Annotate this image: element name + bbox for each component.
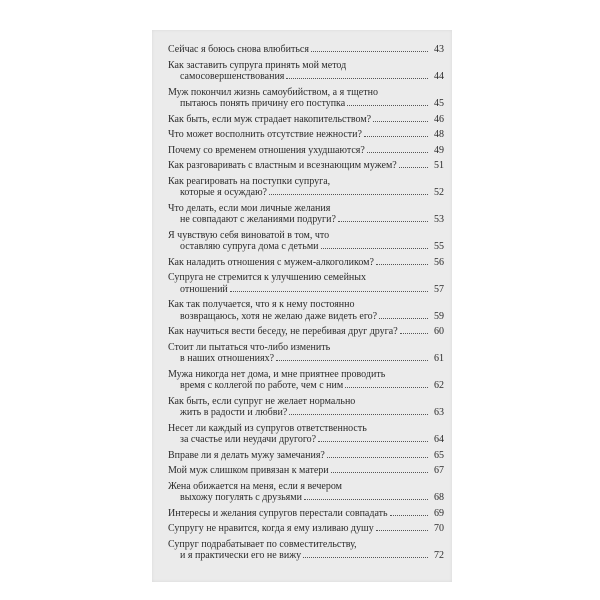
toc-entry-title: самосовершенствования [180,71,285,82]
toc-entry-title: Вправе ли я делать мужу замечания? [168,449,325,461]
toc-entry-title: время с коллегой по работе, чем с ним [180,380,344,391]
dot-leader [331,472,428,473]
toc-entry-title: Как быть, если супруг не желает нормально [168,395,356,407]
toc-entry [168,299,444,322]
dot-leader [379,318,428,319]
toc-entry-page-number: 72 [434,550,444,561]
toc-entry [168,539,444,562]
toc-entry-line [168,284,444,296]
dot-leader [373,121,428,122]
toc-entry [168,87,444,110]
toc-entry-page-number: 65 [434,449,444,461]
dot-leader [289,414,428,415]
toc-entry-line [168,380,444,392]
toc-entry-page-number: 63 [434,407,444,418]
dot-leader [321,248,428,249]
toc-entry-title: Сейчас я боюсь снова влюбиться [168,44,309,55]
toc-entry-line [168,396,444,408]
toc-entry-title: Стоит ли пытаться что-либо изменить [168,341,331,353]
toc-entry-line [168,257,444,269]
toc-entry [168,481,444,504]
toc-entry-title: Мой муж слишком привязан к матери [168,465,329,476]
toc-entry-page-number: 55 [434,241,444,252]
dot-leader [276,360,428,361]
dot-leader [367,152,428,153]
toc-entry-page-number: 52 [434,187,444,198]
toc-entry [168,176,444,199]
toc-entry-line [168,145,444,157]
toc-entry [168,523,444,535]
dot-leader [338,221,428,222]
toc-entry-page-number: 49 [434,144,444,156]
toc-entry [168,230,444,253]
toc-entry-title: не совпадают с желаниями подруги? [180,214,336,225]
toc-entry-page-number: 69 [434,507,444,519]
toc-entry-line [168,272,444,284]
toc-entry [168,60,444,83]
toc-entry-line [168,44,444,56]
toc-entry [168,396,444,419]
toc-entry-line [168,523,444,535]
toc-entry-title: Муж покончил жизнь самоубийством, а я тщетно [168,86,378,98]
toc-entry-title: Интересы и желания супругов перестали совпадать [168,507,388,519]
dot-leader [303,557,428,558]
toc-entry-page-number: 43 [434,44,444,55]
toc-entry-title: Несет ли каждый из супругов ответственность [168,422,367,434]
toc-entry-page-number: 48 [434,129,444,140]
toc-entry-title: отношений [180,283,228,295]
dot-leader [318,441,428,442]
toc-entry-line [168,87,444,99]
toc-entry-title: Супругу не нравится, когда я ему изливаю душу [168,523,374,534]
toc-entry-title: Как реагировать на поступки супруга, [168,175,331,187]
toc-entry-page-number: 68 [434,492,444,503]
toc-entry-page-number: 64 [434,434,444,445]
toc-entry-title: пытаюсь понять причину его поступка [180,98,346,109]
toc-entry-title: Супруг подрабатывает по совместительству, [168,538,357,550]
toc-entry-line [168,481,444,493]
toc-entry-page-number: 59 [434,310,444,322]
toc-entry [168,272,444,295]
toc-entry-line [168,342,444,354]
toc-entry [168,145,444,157]
toc-entry [168,508,444,520]
toc-entry [168,465,444,477]
toc-entry [168,326,444,338]
toc-entry-title: Я чувствую себя виноватой в том, что [168,229,330,241]
toc-entry-title: Как быть, если муж страдает накопительством? [168,113,372,125]
toc-entry-title: Как заставить супруга принять мой метод [168,59,347,71]
dot-leader [376,530,428,531]
toc-entry-line [168,550,444,562]
dot-leader [376,264,428,265]
dot-leader [230,291,428,292]
toc-entry-title: жить в радости и любви? [180,407,288,418]
toc-entry-line [168,114,444,126]
toc-entry-title: и я практически его не вижу [180,550,302,561]
toc-entry-line [168,299,444,311]
toc-entry-page-number: 45 [434,98,444,109]
dot-leader [327,457,428,458]
toc-entry [168,369,444,392]
toc-entry-line [168,187,444,199]
toc-entry [168,44,444,56]
toc-entry-title: Что может восполнить отсутствие нежности? [168,129,362,140]
toc-entry [168,129,444,141]
toc-entry-page-number: 56 [434,256,444,268]
toc-entry-line [168,129,444,141]
toc-entry-page-number: 62 [434,380,444,391]
toc-entry-line [168,311,444,323]
toc-entry [168,450,444,462]
toc-entry-line [168,203,444,215]
table-of-contents [168,44,444,566]
toc-entry-title: Мужа никогда нет дома, и мне приятнее проводить [168,368,386,380]
toc-entry-line [168,539,444,551]
toc-entry [168,257,444,269]
toc-entry-line [168,326,444,338]
toc-entry-line [168,508,444,520]
toc-entry-line [168,60,444,72]
toc-entry-title: Как так получается, что я к нему постоянно [168,299,355,310]
toc-entry [168,114,444,126]
toc-entry-title: Как разговаривать с властным и всезнающим мужем? [168,160,397,171]
dot-leader [286,78,428,79]
dot-leader [311,51,428,52]
toc-entry-line [168,98,444,110]
toc-entry-title: Что делать, если мои личные желания [168,202,331,214]
toc-entry-line [168,176,444,188]
book-page [152,30,452,582]
toc-entry-line [168,465,444,477]
dot-leader [400,333,428,334]
toc-entry-line [168,423,444,435]
dot-leader [269,194,428,195]
toc-entry-page-number: 53 [434,214,444,225]
toc-entry-title: Супруга не стремится к улучшению семейных [168,272,366,283]
toc-entry-page-number: 51 [434,160,444,171]
dot-leader [345,387,428,388]
dot-leader [304,499,428,500]
toc-entry-title: Жена обижается на меня, если я вечером [168,480,342,492]
toc-entry [168,203,444,226]
dot-leader [347,105,428,106]
toc-entry-title: Почему со временем отношения ухудшаются? [168,144,365,156]
toc-entry-line [168,71,444,83]
dot-leader [390,515,428,516]
toc-entry-title: оставляю супруга дома с детьми [180,241,319,252]
toc-entry-page-number: 60 [434,326,444,337]
toc-entry-page-number: 46 [434,113,444,125]
toc-entry-line [168,241,444,253]
toc-entry-title: выхожу погулять с друзьями [180,492,302,503]
toc-entry-page-number: 61 [434,353,444,364]
toc-entry [168,423,444,446]
toc-entry [168,342,444,365]
toc-entry-line [168,450,444,462]
toc-entry-line [168,214,444,226]
toc-entry-line [168,434,444,446]
toc-entry [168,160,444,172]
toc-entry-title: возвращаюсь, хотя не желаю даже видеть его? [180,310,378,322]
dot-leader [399,167,428,168]
toc-entry-title: в наших отношениях? [180,353,275,364]
toc-entry-line [168,353,444,365]
toc-entry-title: Как наладить отношения с мужем-алкоголиком? [168,256,374,268]
toc-entry-page-number: 57 [434,283,444,295]
toc-entry-title: которые я осуждаю? [180,187,267,198]
toc-entry-title: Как научиться вести беседу, не перебивая друг друга? [168,326,398,337]
toc-entry-line [168,492,444,504]
toc-entry-page-number: 44 [434,71,444,82]
toc-entry-title: за счастье или неудачи другого? [180,434,317,445]
toc-entry-line [168,160,444,172]
toc-entry-line [168,230,444,242]
dot-leader [364,136,428,137]
toc-entry-page-number: 70 [434,523,444,534]
toc-entry-line [168,407,444,419]
toc-entry-page-number: 67 [434,465,444,476]
toc-entry-line [168,369,444,381]
